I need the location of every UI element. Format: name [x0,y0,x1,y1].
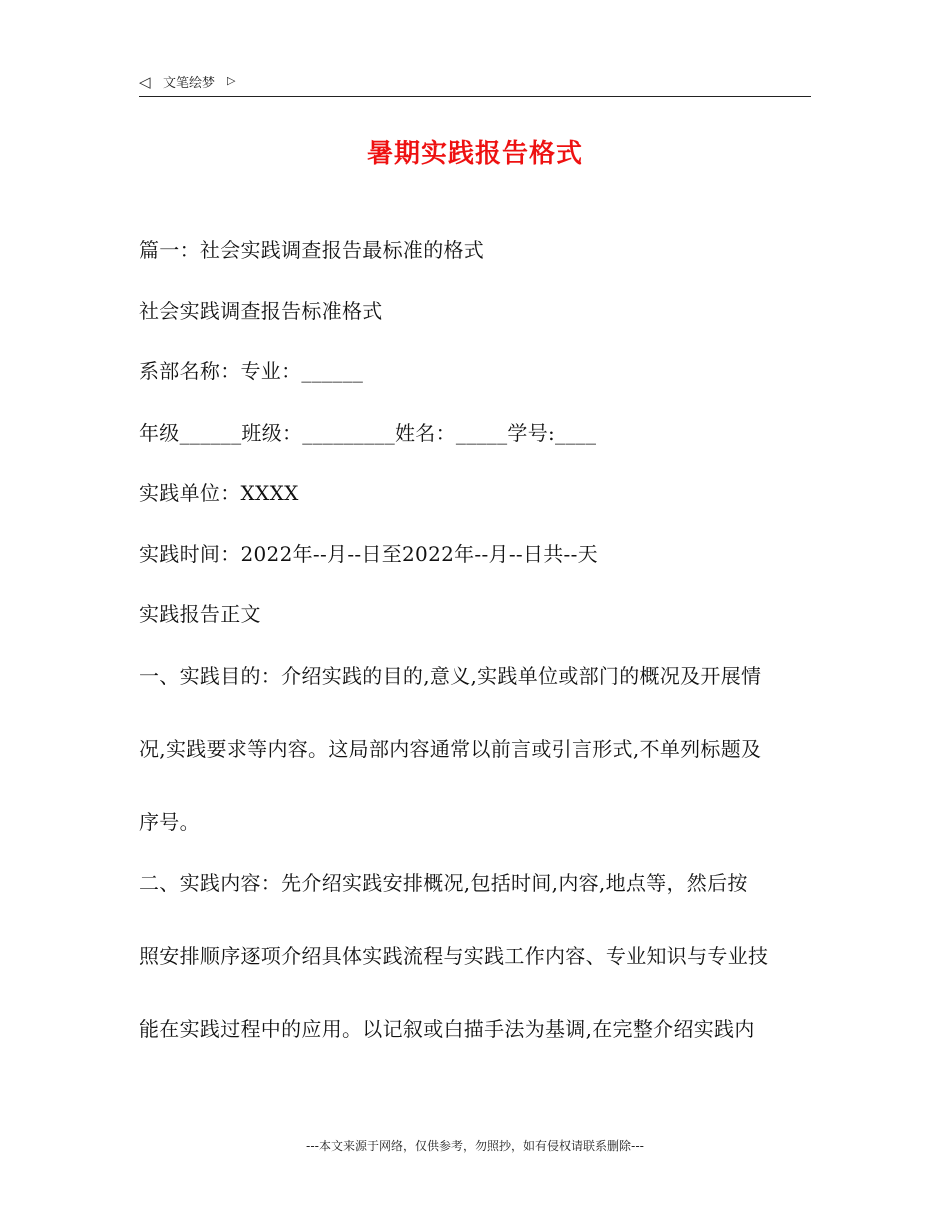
paragraph-line: 照安排顺序逐项介绍具体实践流程与实践工作内容、专业知识与专业技 [139,944,769,968]
practice-time-field: 实践时间：2022年--月--日至2022年--月--日共--天 [139,542,598,566]
practice-unit-field: 实践单位：XXXX [139,481,299,505]
header-brand: 文笔绘梦 [163,76,216,91]
department-field: 系部名称：专业：______ [139,359,364,383]
page-header [139,72,811,97]
page-footer: ---本文来源于网络，仅供参考，勿照抄，如有侵权请联系删除--- [306,1139,644,1153]
section-heading-1: 篇一：社会实践调查报告最标准的格式 [139,238,485,262]
paragraph-line: 序号。 [139,810,200,834]
paragraph-line: 能在实践过程中的应用。以记叙或白描手法为基调,在完整介绍实践内 [139,1017,755,1041]
document-title: 暑期实践报告格式 [366,139,583,169]
paragraph-line: 况,实践要求等内容。这局部内容通常以前言或引言形式,不单列标题及 [139,737,762,761]
student-info-field: 年级______班级：_________姓名：_____学号:____ [139,421,597,445]
right-triangle-icon: ▷ [227,74,236,87]
paragraph-line: 二、实践内容：先介绍实践安排概况,包括时间,内容,地点等，然后按 [139,871,748,895]
report-body-heading: 实践报告正文 [139,602,261,626]
report-subtitle: 社会实践调查报告标准格式 [139,299,383,323]
left-triangle-icon: ◁ [139,73,151,91]
paragraph-line: 一、实践目的：介绍实践的目的,意义,实践单位或部门的概况及开展情 [139,664,762,688]
